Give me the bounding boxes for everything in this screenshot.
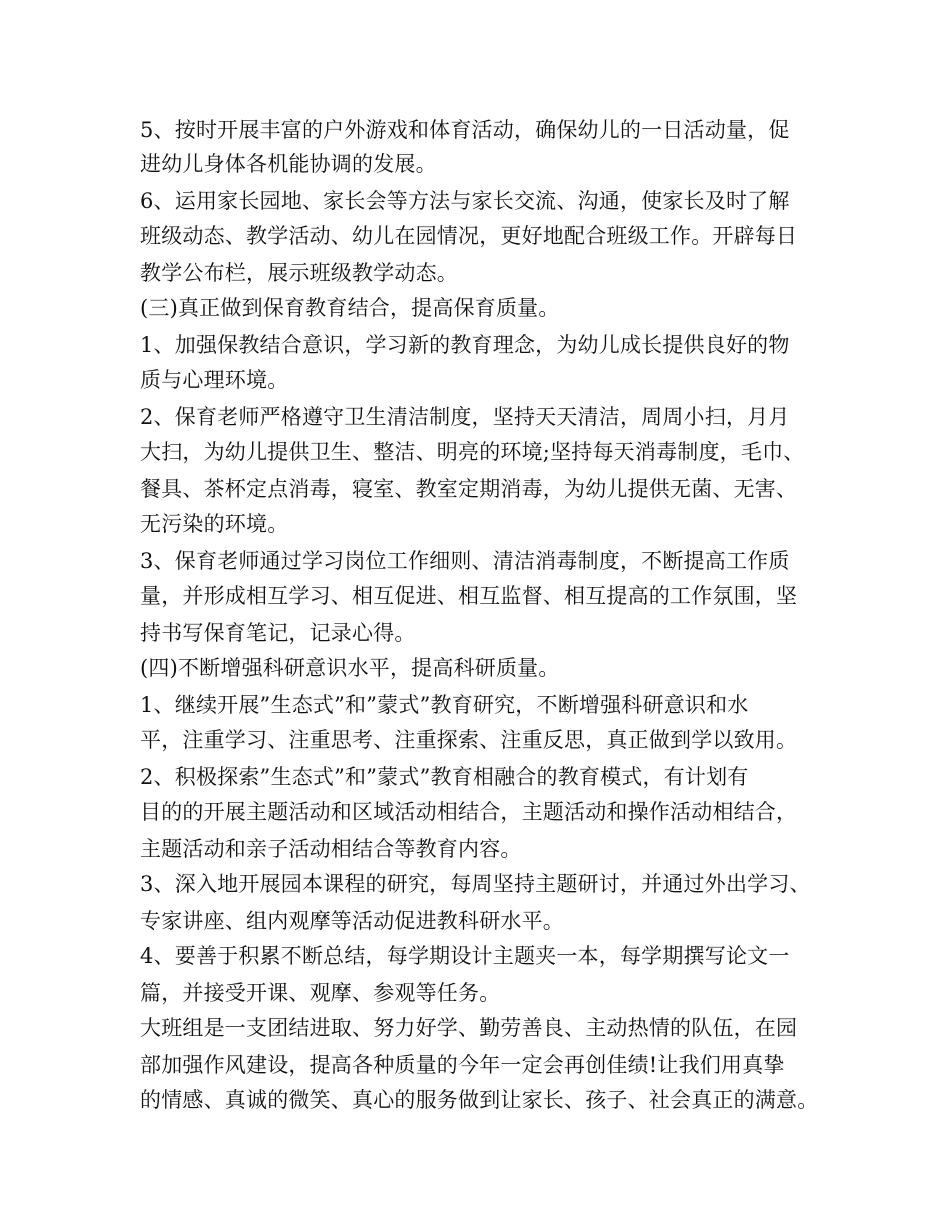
text-line: 量，并形成相互学习、相互促进、相互监督、相互提高的工作氛围，坚 [140, 584, 798, 608]
text-line: 持书写保育笔记，记录心得。 [140, 621, 416, 645]
section-heading: (三)真正做到保育教育结合，提高保育质量。 [140, 296, 560, 320]
text-line: 专家讲座、组内观摩等活动促进教科研水平。 [140, 909, 564, 933]
text-line: 质与心理环境。 [140, 368, 289, 392]
text-line: 1、继续开展”生态式”和”蒙式”教育研究，不断增强科研意识和水 [140, 693, 749, 717]
text-line: 1、加强保教结合意识，学习新的教育理念，为幼儿成长提供良好的物 [140, 333, 790, 357]
text-line: 的情感、真诚的微笑、真心的服务做到让家长、孩子、社会真正的满意。 [140, 1088, 819, 1112]
text-line: 3、保育老师通过学习岗位工作细则、清洁消毒制度，不断提高工作质 [140, 549, 790, 573]
text-line: 4、要善于积累不断总结，每学期设计主题夹一本，每学期撰写论文一 [140, 944, 790, 968]
text-line: 主题活动和亲子活动相结合等教育内容。 [140, 837, 522, 861]
text-line: 教学公布栏，展示班级教学动态。 [140, 261, 458, 285]
text-line: 2、保育老师严格遵守卫生清洁制度，坚持天天清洁，周周小扫，月月 [140, 405, 790, 429]
text-line: 篇，并接受开课、观摩、参观等任务。 [140, 981, 501, 1005]
text-line: 3、深入地开展园本课程的研究，每周坚持主题研讨，并通过外出学习、 [140, 872, 811, 896]
text-line: 2、积极探索”生态式”和”蒙式”教育相融合的教育模式，有计划有 [140, 765, 749, 789]
text-line: 无污染的环境。 [140, 512, 289, 536]
text-line: 大扫，为幼儿提供卫生、整洁、明亮的环境;坚持每天消毒制度，毛巾、 [140, 440, 805, 464]
text-line: 餐具、茶杯定点消毒，寝室、教室定期消毒，为幼儿提供无菌、无害、 [140, 477, 798, 501]
text-line: 目的的开展主题活动和区域活动相结合，主题活动和操作活动相结合， [140, 800, 798, 824]
section-heading: (四)不断增强科研意识水平，提高科研质量。 [140, 656, 560, 680]
text-line: 进幼儿身体各机能协调的发展。 [140, 152, 437, 176]
text-line: 5、按时开展丰富的户外游戏和体育活动，确保幼儿的一日活动量，促 [140, 118, 790, 142]
text-line: 平，注重学习、注重思考、注重探索、注重反思，真正做到学以致用。 [140, 728, 798, 752]
text-line: 部加强作风建设，提高各种质量的今年一定会再创佳绩!让我们用真挚 [140, 1053, 785, 1077]
text-line: 大班组是一支团结进取、努力好学、勤劳善良、主动热情的队伍，在园 [140, 1016, 798, 1040]
text-line: 6、运用家长园地、家长会等方法与家长交流、沟通，使家长及时了解 [140, 189, 790, 213]
text-line: 班级动态、教学活动、幼儿在园情况，更好地配合班级工作。开辟每日 [140, 224, 798, 248]
